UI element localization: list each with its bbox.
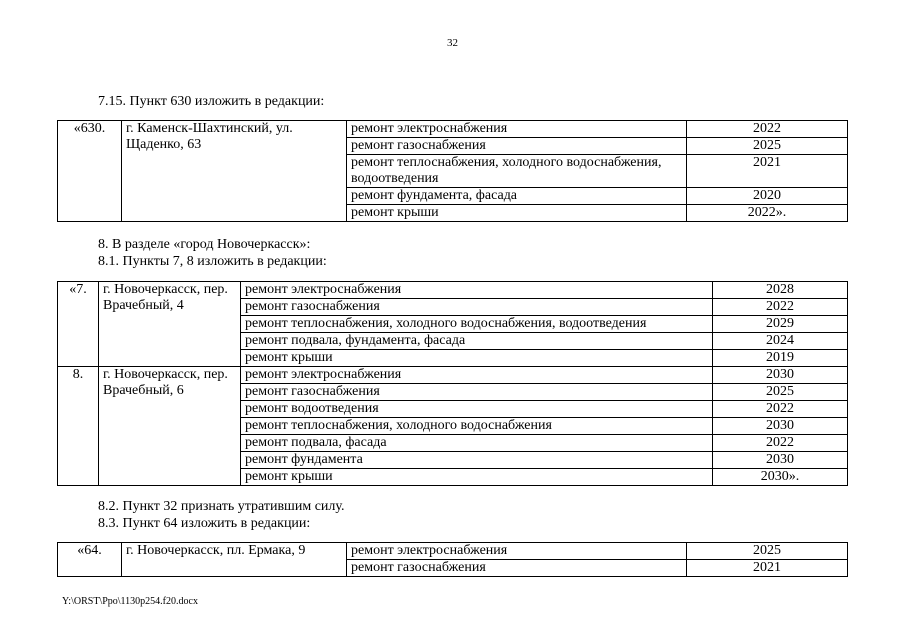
work-cell: ремонт крыши: [347, 205, 687, 222]
year-cell: 2022: [713, 401, 848, 418]
work-cell: ремонт крыши: [241, 469, 713, 486]
work-cell: ремонт теплоснабжения, холодного водоснабжения: [241, 418, 713, 435]
work-cell: ремонт фундамента, фасада: [347, 188, 687, 205]
year-cell: 2025: [687, 543, 848, 560]
year-cell: 2030: [713, 418, 848, 435]
table-items-7-8: [57, 281, 848, 486]
work-cell: ремонт электроснабжения: [347, 543, 687, 560]
work-cell: ремонт теплоснабжения, холодного водоснабжения, водоотведения: [241, 316, 713, 333]
year-cell: 2030: [713, 367, 848, 384]
work-cell: ремонт фундамента: [241, 452, 713, 469]
work-cell: ремонт газоснабжения: [241, 384, 713, 401]
year-cell: 2021: [687, 560, 848, 577]
year-cell: 2022: [687, 121, 848, 138]
item-address: г. Новочеркасск, пл. Ермака, 9: [122, 543, 347, 577]
item-address: г. Новочеркасск, пер. Врачебный, 6: [99, 367, 241, 486]
paragraph-8-2: 8.2. Пункт 32 признать утратившим силу.: [98, 499, 345, 514]
work-cell: ремонт газоснабжения: [347, 560, 687, 577]
year-cell: 2022: [713, 299, 848, 316]
work-cell: ремонт электроснабжения: [241, 282, 713, 299]
paragraph-8-3: 8.3. Пункт 64 изложить в редакции:: [98, 516, 311, 531]
item-number: «7.: [58, 282, 99, 367]
year-cell: 2024: [713, 333, 848, 350]
work-cell: ремонт подвала, фасада: [241, 435, 713, 452]
year-cell: 2021: [687, 155, 848, 188]
paragraph-8: 8. В разделе «город Новочеркасск»:: [98, 237, 311, 252]
table-item-64: [57, 542, 848, 577]
year-cell: 2030: [713, 452, 848, 469]
item-number: 8.: [58, 367, 99, 486]
footer-file-path: Y:\ORST\Ppo\1130p254.f20.docx: [62, 596, 198, 607]
work-cell: ремонт крыши: [241, 350, 713, 367]
paragraph-8-1: 8.1. Пункты 7, 8 изложить в редакции:: [98, 254, 327, 269]
year-cell: 2028: [713, 282, 848, 299]
year-cell: 2029: [713, 316, 848, 333]
work-cell: ремонт водоотведения: [241, 401, 713, 418]
year-cell: 2020: [687, 188, 848, 205]
table-item-630: [57, 120, 848, 222]
year-cell: 2025: [713, 384, 848, 401]
work-cell: ремонт подвала, фундамента, фасада: [241, 333, 713, 350]
year-cell: 2025: [687, 138, 848, 155]
item-address: г. Каменск-Шахтинский, ул. Щаденко, 63: [122, 121, 347, 222]
item-number: «630.: [58, 121, 122, 222]
work-cell: ремонт газоснабжения: [347, 138, 687, 155]
year-cell: 2022: [713, 435, 848, 452]
year-cell: 2022».: [687, 205, 848, 222]
year-cell: 2019: [713, 350, 848, 367]
page-number: 32: [447, 37, 458, 49]
work-cell: ремонт электроснабжения: [347, 121, 687, 138]
paragraph-7-15: 7.15. Пункт 630 изложить в редакции:: [98, 94, 325, 109]
item-address: г. Новочеркасск, пер. Врачебный, 4: [99, 282, 241, 367]
work-cell: ремонт теплоснабжения, холодного водоснабжения, водоотведения: [347, 155, 687, 188]
work-cell: ремонт газоснабжения: [241, 299, 713, 316]
year-cell: 2030».: [713, 469, 848, 486]
work-cell: ремонт электроснабжения: [241, 367, 713, 384]
item-number: «64.: [58, 543, 122, 577]
